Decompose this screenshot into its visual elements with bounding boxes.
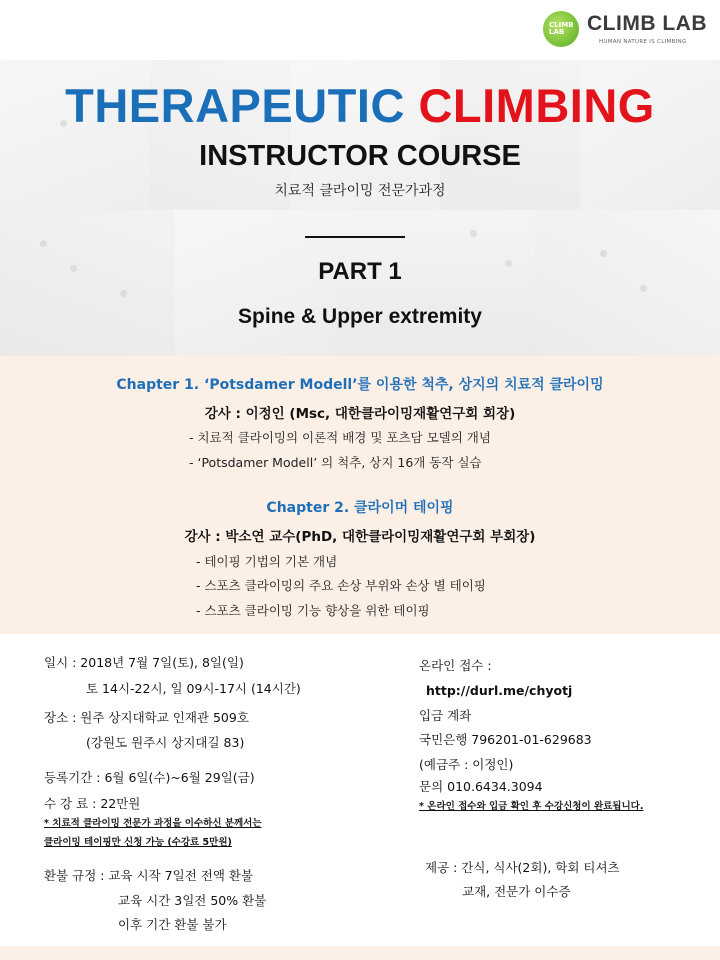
contact-phone: 문의 010.6434.3094 [419,779,543,794]
registration-period: 등록기간 : 6월 6일(수)~6월 29일(금) [44,770,255,785]
part-subject: Spine & Upper extremity [238,305,482,328]
online-registration-link[interactable]: http://durl.me/chyotj [426,683,573,698]
refund-line-1: 환불 규정 : 교육 시작 7일전 전액 환불 [44,868,254,883]
course-fee: 수 강 료 : 22만원 [44,796,141,811]
course-title [0,78,720,133]
chapter-2-item: - 테이핑 기법의 기본 개념 [196,554,338,569]
title-therapeutic: THERAPEUTIC [65,79,405,132]
course-korean-title: 치료적 클라이밍 전문가과정 [274,183,446,199]
logo-tagline: HUMAN NATURE IS CLIMBING [599,39,687,45]
refund-line-3: 이후 기간 환불 불가 [118,917,227,932]
place-line-2: (강원도 원주시 상지대길 83) [86,735,245,750]
fee-note-line-2: 클라이밍 테이핑만 신청 가능 (수강료 5만원) [44,837,232,848]
part-label: PART 1 [318,258,402,285]
bottom-band [0,946,720,960]
title-climbing: CLIMBING [418,79,655,132]
account-holder: (예금주 : 이정인) [419,757,514,772]
place-line-1: 장소 : 원주 상지대학교 인재관 509호 [44,710,249,725]
chapter-2-item: - 스포츠 클라이밍의 주요 손상 부위와 손상 별 테이핑 [196,578,486,593]
chapter-1-title: Chapter 1. ‘Potsdamer Modell’를 이용한 척추, 상지의 치료적 클라이밍 [116,377,604,393]
chapter-2-item: - 스포츠 클라이밍 기능 향상을 위한 테이핑 [196,603,430,618]
chapter-1-item: - 치료적 클라이밍의 이론적 배경 및 포츠담 모델의 개념 [189,430,491,445]
chapter-1-lecturer: 강사 : 이정인 (Msc, 대한클라이밍재활연구회 회장) [204,406,516,422]
provided-items-line-1: 제공 : 간식, 식사(2회), 학회 티셔츠 [425,860,620,875]
logo-mark-text: CLIMB LAB [549,21,574,36]
logo-name: CLIMB LAB [587,12,707,35]
chapters-section [0,356,720,634]
chapter-1-item: - ‘Potsdamer Modell’ 의 척추, 상지 16개 동작 실습 [189,455,482,470]
course-subtitle: INSTRUCTOR COURSE [199,140,521,172]
registration-note: * 온라인 접수와 입금 확인 후 수강신청이 완료됩니다. [419,801,644,812]
chapter-2-title: Chapter 2. 클라이머 테이핑 [266,500,454,516]
hero-banner [0,60,720,356]
bank-account-number: 국민은행 796201-01-629683 [419,732,592,747]
date-line-2: 토 14시-22시, 일 09시-17시 (14시간) [86,681,301,696]
logo-mark-icon [543,11,579,47]
chapter-2-lecturer: 강사 : 박소연 교수(PhD, 대한클라이밍재활연구회 부회장) [184,529,536,545]
refund-line-2: 교육 시간 3일전 50% 환불 [118,893,267,908]
fee-note-line-1: * 치료적 클라이밍 전문가 과정을 이수하신 분께서는 [44,818,262,829]
climb-lab-logo [543,9,713,53]
date-line-1: 일시 : 2018년 7월 7일(토), 8일(일) [44,655,244,670]
provided-items-line-2: 교재, 전문가 이수증 [462,884,571,899]
bank-account-label: 입금 계좌 [419,708,472,723]
title-divider [305,236,405,238]
online-registration-label: 온라인 접수 : [419,658,492,673]
